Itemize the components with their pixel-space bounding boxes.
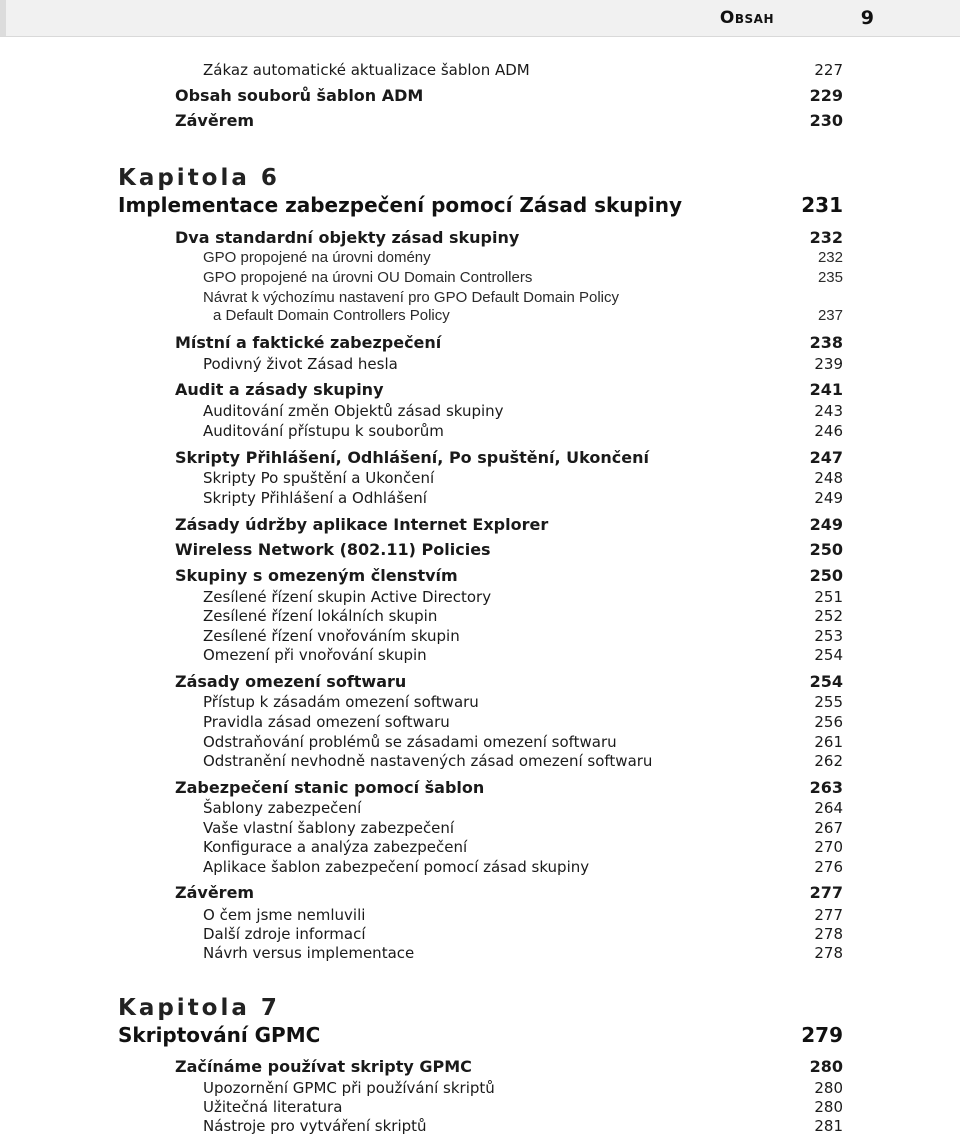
toc-entry xyxy=(203,61,843,80)
toc-entry-label: GPO propojené na úrovni domény xyxy=(203,249,431,266)
toc-section xyxy=(175,883,843,903)
toc-entry-label: Začínáme používat skripty GPMC xyxy=(175,1057,472,1076)
running-header-title: Obsah xyxy=(719,8,774,28)
toc-section xyxy=(175,333,843,353)
toc-entry xyxy=(203,925,843,944)
toc-page-number: 232 xyxy=(817,249,843,266)
toc-entry xyxy=(203,838,843,857)
toc-entry xyxy=(203,646,843,665)
toc-entry-label: Wireless Network (802.11) Policies xyxy=(175,540,491,559)
toc-entry-label: Omezení při vnořování skupin xyxy=(203,646,427,664)
toc-entry-label: Další zdroje informací xyxy=(203,925,366,943)
toc-page-number: 270 xyxy=(814,838,843,856)
toc-entry-label: Konfigurace a analýza zabezpečení xyxy=(203,838,468,856)
toc-section xyxy=(175,566,843,586)
toc-entry-label: Místní a faktické zabezpečení xyxy=(175,333,442,352)
toc-page-number: 280 xyxy=(809,1057,843,1076)
toc-entry-label: Návrat k výchozímu nastavení pro GPO Default Domain Policy xyxy=(203,289,620,306)
toc-entry-label: Návrh versus implementace xyxy=(203,944,415,962)
toc-entry xyxy=(203,858,843,877)
page-number: 9 xyxy=(860,7,874,29)
toc-page-number: 264 xyxy=(814,799,843,817)
toc-entry-label: Šablony zabezpečení xyxy=(203,799,362,817)
toc-entry-label: Implementace zabezpečení pomocí Zásad skupiny xyxy=(118,193,682,217)
toc-page-number: 278 xyxy=(814,944,843,962)
toc-page-number: 267 xyxy=(814,819,843,837)
toc-entry xyxy=(203,422,843,441)
toc-page-number: 248 xyxy=(814,469,843,487)
toc-page-number: 280 xyxy=(814,1079,843,1097)
toc-section xyxy=(175,111,843,131)
toc-section xyxy=(175,86,843,106)
toc-entry xyxy=(203,906,843,925)
toc-entry xyxy=(203,355,843,374)
toc-entry-label: Přístup k zásadám omezení softwaru xyxy=(203,693,479,711)
toc-entry-label: Nástroje pro vytváření skriptů xyxy=(203,1117,427,1135)
toc-entry xyxy=(203,1117,843,1136)
toc-entry xyxy=(203,819,843,838)
toc-entry xyxy=(203,402,843,421)
toc-entry-label: Obsah souborů šablon ADM xyxy=(175,86,424,105)
toc-entry-label: Podivný život Zásad hesla xyxy=(203,355,398,373)
toc-page-number: 227 xyxy=(814,61,843,79)
toc-section xyxy=(175,540,843,560)
toc-entry-label: Užitečná literatura xyxy=(203,1098,343,1116)
toc-entry-label: Upozornění GPMC při používání skriptů xyxy=(203,1079,495,1097)
toc-page-number: 243 xyxy=(814,402,843,420)
toc-page-number: 263 xyxy=(809,778,843,797)
toc-section xyxy=(175,672,843,692)
toc-entry-label: Zásady údržby aplikace Internet Explorer xyxy=(175,515,549,534)
toc-entry xyxy=(203,733,843,752)
toc-section xyxy=(175,228,843,248)
toc-entry-label: Auditování přístupu k souborům xyxy=(203,422,444,440)
toc-page-number: 254 xyxy=(809,672,843,691)
toc-page-number: 246 xyxy=(814,422,843,440)
toc-entry xyxy=(203,607,843,626)
toc-page-number: 251 xyxy=(814,588,843,606)
toc-page-number: 232 xyxy=(809,228,843,247)
toc-entry xyxy=(203,249,843,268)
toc-page-number: 249 xyxy=(809,515,843,534)
toc-entry-label: Aplikace šablon zabezpečení pomocí zásad skupiny xyxy=(203,858,590,876)
toc-page-number: 255 xyxy=(814,693,843,711)
toc-page-number: 279 xyxy=(801,1023,843,1047)
toc-page-number: 262 xyxy=(814,752,843,770)
chapter-title xyxy=(118,193,843,217)
toc-entry-label: Skripty Přihlášení, Odhlášení, Po spuštění, Ukončení xyxy=(175,448,649,467)
toc-page-number: 247 xyxy=(809,448,843,467)
toc-section xyxy=(175,515,843,535)
toc-page-number: 276 xyxy=(814,858,843,876)
toc-page-number: 250 xyxy=(809,566,843,585)
toc-page-number: 250 xyxy=(809,540,843,559)
toc-entry-label: Skupiny s omezeným členstvím xyxy=(175,566,458,585)
toc-entry xyxy=(203,713,843,732)
toc-entry xyxy=(203,588,843,607)
toc-entry-label: a Default Domain Controllers Policy xyxy=(213,307,450,324)
toc-entry-label: Závěrem xyxy=(175,883,255,902)
toc-page-number: 280 xyxy=(814,1098,843,1116)
toc-entry xyxy=(203,289,843,308)
toc-entry-label: Závěrem xyxy=(175,111,255,130)
toc-entry-label: Skripty Po spuštění a Ukončení xyxy=(203,469,435,487)
toc-entry-label: O čem jsme nemluvili xyxy=(203,906,366,924)
toc-page-number: 239 xyxy=(814,355,843,373)
toc-page-number: 281 xyxy=(814,1117,843,1135)
chapter-label: Kapitola 7 xyxy=(118,995,280,1021)
toc-page-number: 237 xyxy=(817,307,843,324)
chapter-title xyxy=(118,1023,843,1047)
toc-entry-label: Pravidla zásad omezení softwaru xyxy=(203,713,450,731)
toc-page-number: 277 xyxy=(809,883,843,902)
toc-page-number: 254 xyxy=(814,646,843,664)
toc-entry-label: Dva standardní objekty zásad skupiny xyxy=(175,228,520,247)
toc-section xyxy=(175,380,843,400)
toc-entry xyxy=(203,944,843,963)
toc-entry-label: Zabezpečení stanic pomocí šablon xyxy=(175,778,485,797)
toc-entry-label: Skripty Přihlášení a Odhlášení xyxy=(203,489,427,507)
toc-entry xyxy=(203,1079,843,1098)
toc-entry-label: Odstranění nevhodně nastavených zásad omezení softwaru xyxy=(203,752,653,770)
toc-entry xyxy=(203,269,843,288)
toc-page-number: 238 xyxy=(809,333,843,352)
toc-entry-label: Audit a zásady skupiny xyxy=(175,380,384,399)
toc-entry-label: Skriptování GPMC xyxy=(118,1023,321,1047)
toc-section xyxy=(175,778,843,798)
toc-entry-label: Zásady omezení softwaru xyxy=(175,672,407,691)
toc-entry-label: Zesílené řízení lokálních skupin xyxy=(203,607,438,625)
toc-page-number: 235 xyxy=(817,269,843,286)
toc-entry-label: Zesílené řízení vnořováním skupin xyxy=(203,627,460,645)
toc-entry-label: GPO propojené na úrovni OU Domain Controllers xyxy=(203,269,533,286)
toc-entry xyxy=(203,469,843,488)
toc-entry xyxy=(203,627,843,646)
toc-entry-label: Vaše vlastní šablony zabezpečení xyxy=(203,819,455,837)
toc-page-number: 252 xyxy=(814,607,843,625)
toc-section xyxy=(175,448,843,468)
toc-page-number: 229 xyxy=(809,86,843,105)
running-header xyxy=(0,0,960,37)
toc-page-number: 230 xyxy=(809,111,843,130)
toc-entry xyxy=(203,693,843,712)
toc-entry-label: Zesílené řízení skupin Active Directory xyxy=(203,588,492,606)
toc-page-number: 278 xyxy=(814,925,843,943)
toc-page-number: 277 xyxy=(814,906,843,924)
toc-page-number: 241 xyxy=(809,380,843,399)
toc-page-number: 231 xyxy=(801,193,843,217)
toc-entry-label: Zákaz automatické aktualizace šablon ADM xyxy=(203,61,530,79)
toc-page-number: 256 xyxy=(814,713,843,731)
toc-entry xyxy=(203,799,843,818)
toc-page-number: 249 xyxy=(814,489,843,507)
toc-section xyxy=(175,1057,843,1077)
toc-entry-label: Auditování změn Objektů zásad skupiny xyxy=(203,402,504,420)
toc-page-number: 261 xyxy=(814,733,843,751)
toc-page-number: 253 xyxy=(814,627,843,645)
toc-entry xyxy=(203,489,843,508)
chapter-label: Kapitola 6 xyxy=(118,165,280,191)
toc-entry xyxy=(203,752,843,771)
toc-entry-continuation xyxy=(213,307,843,326)
toc-entry xyxy=(203,1098,843,1117)
toc-entry-label: Odstraňování problémů se zásadami omezení softwaru xyxy=(203,733,617,751)
